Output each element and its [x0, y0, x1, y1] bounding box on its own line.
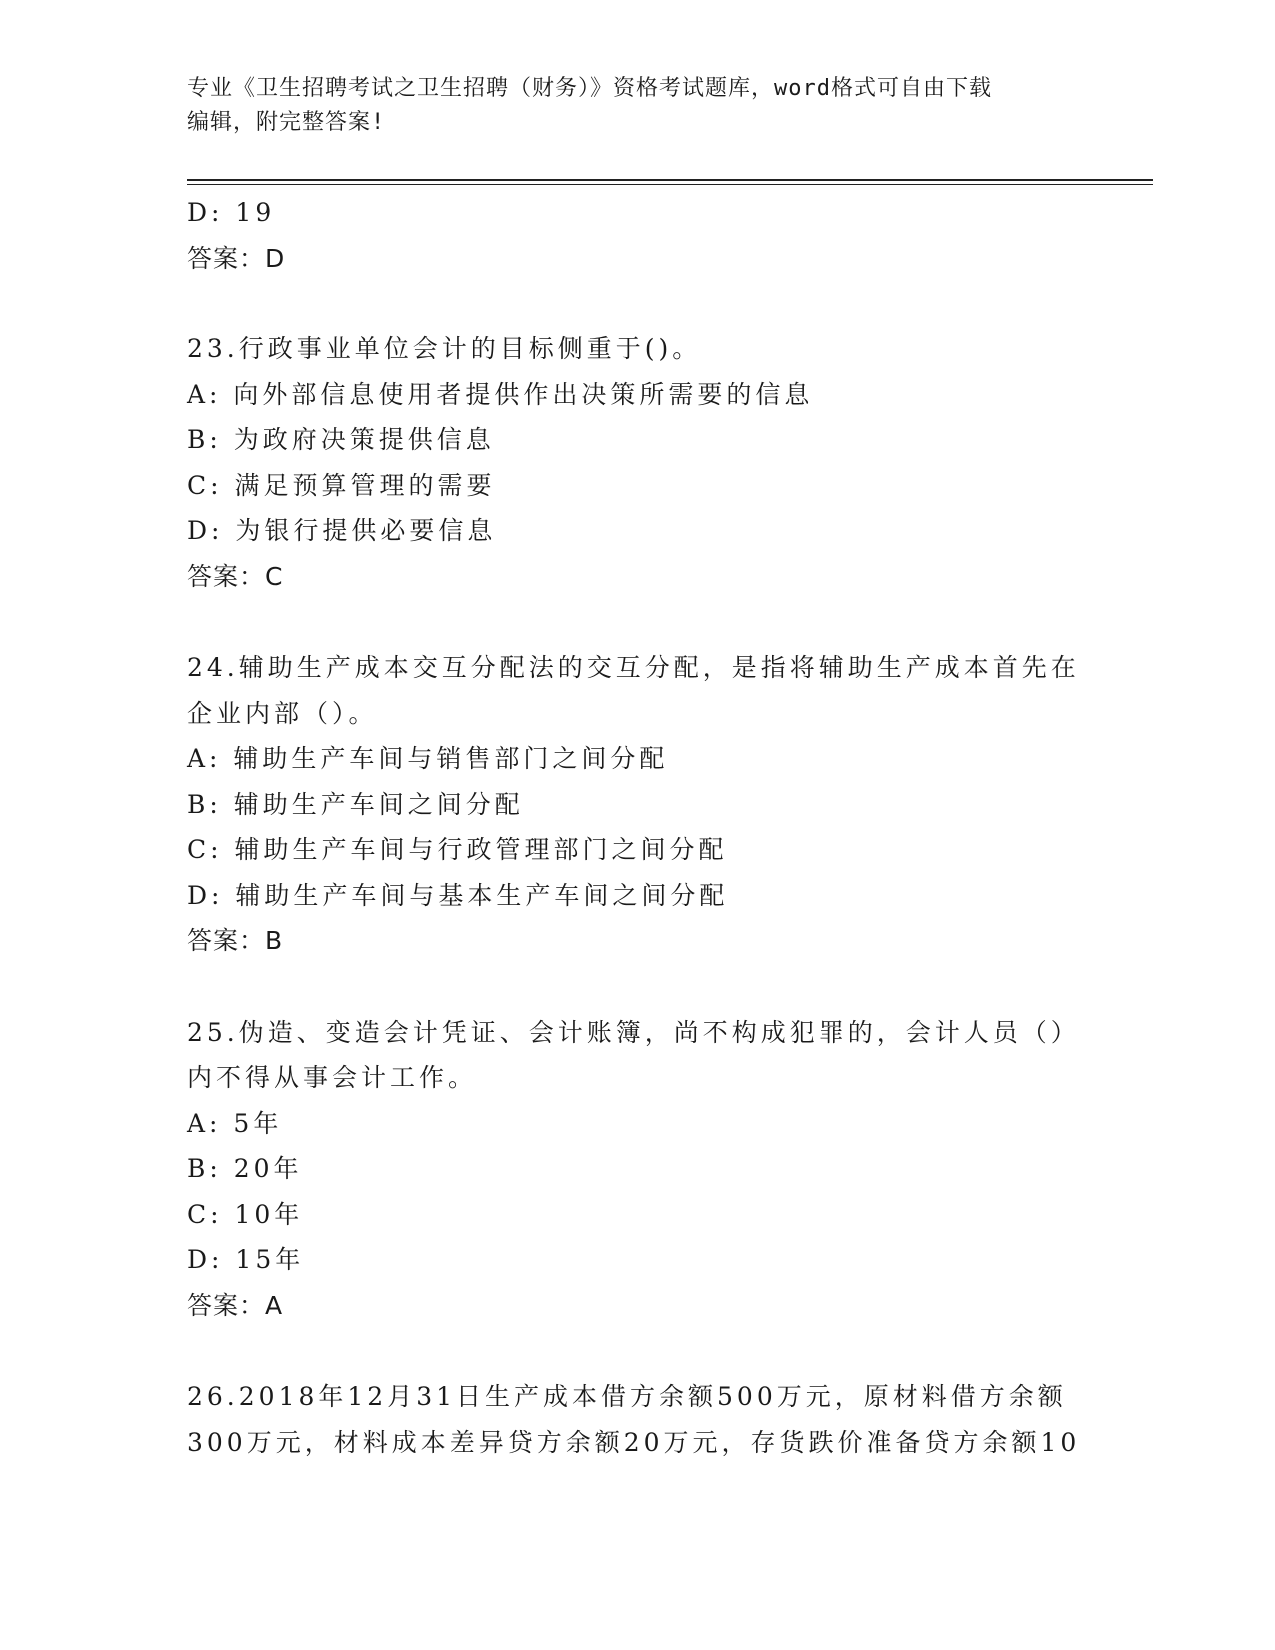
header-line-1: 专业《卫生招聘考试之卫生招聘（财务）》资格考试题库，word格式可自由下载 [187, 76, 992, 101]
header-rule-thin [187, 184, 1153, 185]
option-a: A: 5年 [187, 1108, 283, 1138]
option-d: D: 15年 [187, 1245, 305, 1274]
question-23 [187, 326, 1087, 599]
prev-answer: 答案：D [187, 243, 286, 273]
option-c: C: 辅助生产车间与行政管理部门之间分配 [187, 835, 728, 864]
question-stem-line-1: 25.伪造、变造会计凭证、会计账簿，尚不构成犯罪的，会计人员（） [187, 1017, 1080, 1047]
answer: 答案：B [187, 926, 284, 955]
option-a: A: 向外部信息使用者提供作出决策所需要的信息 [187, 379, 814, 409]
option-b: B: 为政府决策提供信息 [187, 425, 495, 454]
option-b: B: 辅助生产车间之间分配 [187, 789, 524, 819]
document-body [187, 190, 1087, 1465]
question-25 [187, 1010, 1087, 1329]
question-stem-line-2: 企业内部（）。 [187, 698, 378, 728]
question-24 [187, 645, 1087, 964]
header-line-2: 编辑，附完整答案! [187, 110, 386, 135]
question-stem-line-2: 300万元，材料成本差异贷方余额20万元，存货跌价准备贷方余额10 [187, 1427, 1081, 1457]
option-c: C: 满足预算管理的需要 [187, 470, 496, 500]
question-stem-line-2: 内不得从事会计工作。 [187, 1063, 478, 1092]
option-c: C: 10年 [187, 1199, 304, 1229]
header-rule-thick [187, 179, 1153, 181]
option-d: D: 为银行提供必要信息 [187, 516, 497, 545]
document-header [187, 72, 1087, 140]
question-26 [187, 1374, 1087, 1465]
answer: 答案：C [187, 561, 284, 591]
option-a: A: 辅助生产车间与销售部门之间分配 [187, 744, 669, 773]
option-b: B: 20年 [187, 1154, 303, 1183]
prev-option-d: D: 19 [187, 198, 276, 227]
answer: 答案：A [187, 1290, 284, 1320]
question-stem-line-1: 24.辅助生产成本交互分配法的交互分配，是指将辅助生产成本首先在 [187, 653, 1080, 682]
option-d: D: 辅助生产车间与基本生产车间之间分配 [187, 880, 729, 910]
question-stem-line-1: 26.2018年12月31日生产成本借方余额500万元，原材料借方余额 [187, 1382, 1067, 1411]
question-stem: 23.行政事业单位会计的目标侧重于()。 [187, 334, 702, 363]
